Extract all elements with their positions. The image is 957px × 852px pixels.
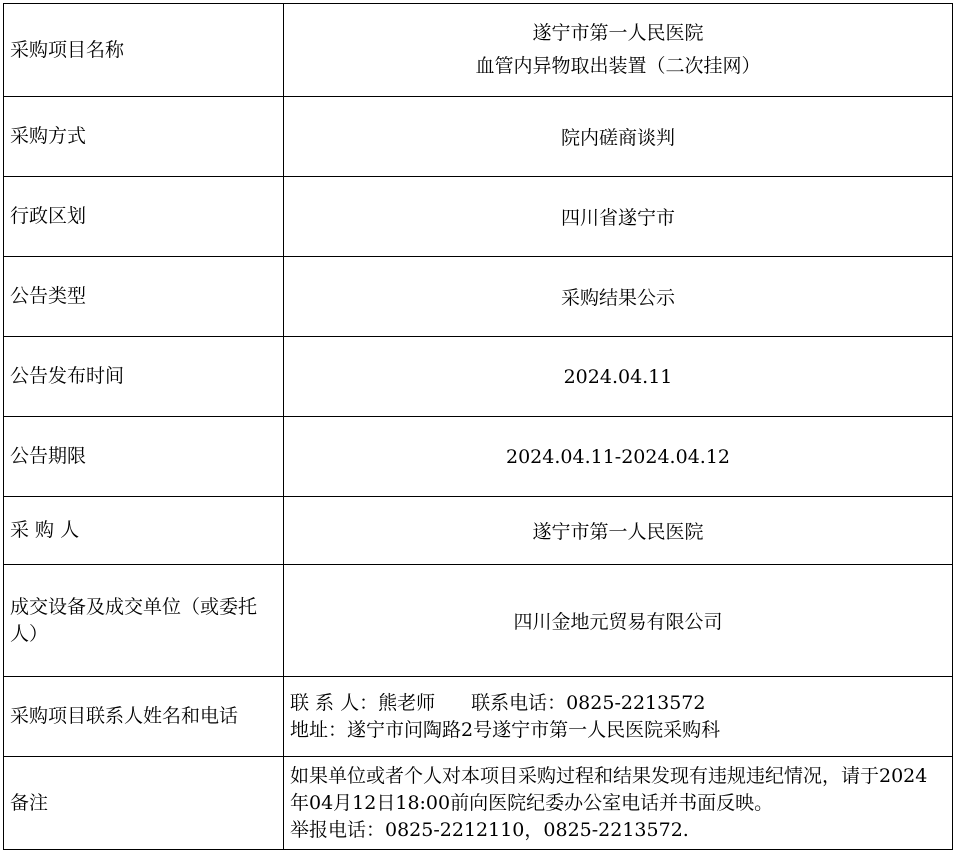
table-row [4, 257, 953, 337]
table-row [4, 97, 953, 177]
purchaser-value: 遂宁市第一人民医院 [284, 497, 953, 565]
row-label-remarks: 备注 [4, 757, 284, 850]
row-label-publish-date: 公告发布时间 [4, 337, 284, 417]
table-row [4, 417, 953, 497]
notice-period-value: 2024.04.11-2024.04.12 [284, 417, 953, 497]
table-row [4, 337, 953, 417]
row-label-project-name: 采购项目名称 [4, 4, 284, 97]
row-label-winning-bidder: 成交设备及成交单位（或委托人） [4, 565, 284, 677]
project-item-name: 血管内异物取出装置（二次挂网） [475, 55, 761, 77]
row-label-purchaser: 采 购 人 [4, 497, 284, 565]
table-row [4, 677, 953, 757]
contact-phone: 联系电话：0825-2213572 [471, 691, 706, 714]
remarks-text: 如果单位或者个人对本项目采购过程和结果发现有违规违纪情况，请于2024年04月12日18:00前向医院纪委办公室电话并书面反映。 [290, 764, 928, 814]
row-label-contact: 采购项目联系人姓名和电话 [4, 677, 284, 757]
table-row [4, 4, 953, 97]
report-phone: 举报电话：0825-2212110，0825-2213572. [290, 818, 689, 841]
remarks-value [284, 757, 953, 850]
project-name-value [284, 4, 953, 97]
row-label-notice-type: 公告类型 [4, 257, 284, 337]
procurement-notice-table [3, 3, 953, 850]
contact-address: 地址：遂宁市问陶路2号遂宁市第一人民医院采购科 [290, 718, 721, 741]
winning-bidder-value: 四川金地元贸易有限公司 [284, 565, 953, 677]
table-row [4, 565, 953, 677]
publish-date-value: 2024.04.11 [284, 337, 953, 417]
row-label-notice-period: 公告期限 [4, 417, 284, 497]
row-label-region: 行政区划 [4, 177, 284, 257]
row-label-procurement-method: 采购方式 [4, 97, 284, 177]
notice-type-value: 采购结果公示 [284, 257, 953, 337]
project-hospital-name: 遂宁市第一人民医院 [532, 22, 704, 44]
region-value: 四川省遂宁市 [284, 177, 953, 257]
contact-person: 联 系 人：熊老师 [290, 691, 436, 714]
table-row [4, 177, 953, 257]
procurement-method-value: 院内磋商谈判 [284, 97, 953, 177]
table-row [4, 497, 953, 565]
table-row [4, 757, 953, 850]
contact-value [284, 677, 953, 757]
